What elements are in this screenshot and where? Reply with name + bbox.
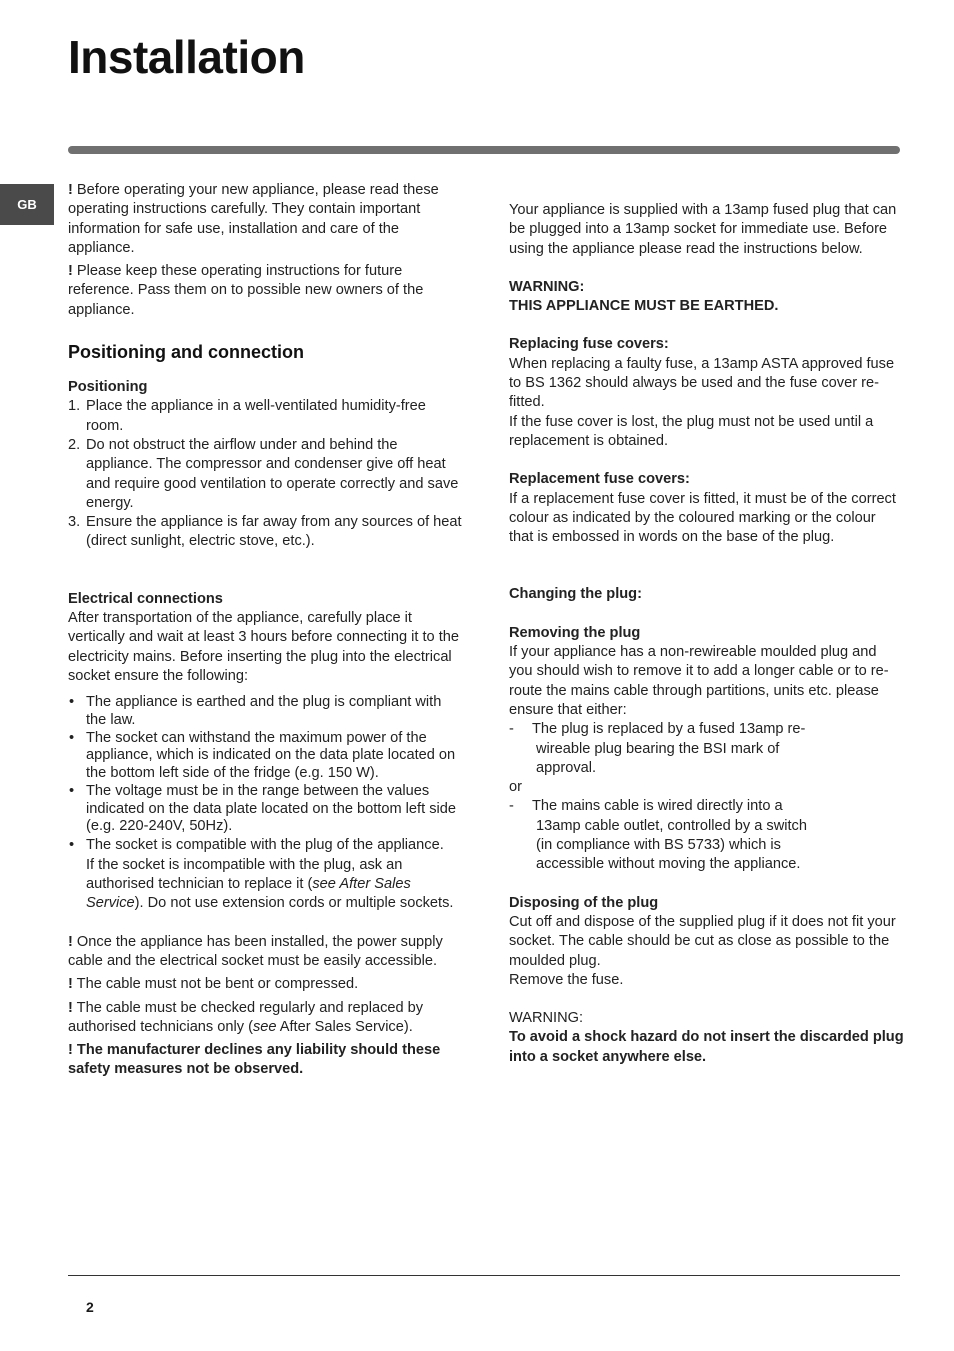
warning-mark: ! [68,976,73,993]
replacement-fuse-text: If a replacement fuse cover is fitted, it must be of the correct colour as indicated by the coloured marking or the colour that is embossed in words on the base of the plug. [509,490,896,546]
install-note-3: ! The cable must be checked regularly and replaced by authorised technicians only (see After Sales Service). [68,999,424,1035]
list-item: • The voltage must be in the range between the values indicated on the data plate located on the bottom left side (e.g. 220-240V, 50Hz). [69,783,456,835]
warning-mark: ! [68,263,73,280]
install-note-1: ! Once the appliance has been installed, the power supply cable and the electrical socket must be easily accessible. [68,933,443,969]
list-item: - The mains cable is wired directly into a 13amp cable outlet, controlled by a switch (in compliance with BS 5733) which is accessible without moving the appliance. [509,798,807,873]
right-column [509,201,904,1067]
left-column [68,181,464,1080]
intro-note-1: ! Before operating your new appliance, please read these operating instructions carefully. They contain important information for safe use, installation and care of the appliance. [68,182,439,256]
electrical-checklist [68,694,464,913]
electrical-heading: Electrical connections [68,590,223,607]
or-text: or [509,779,522,796]
removing-plug-text: If your appliance has a non-rewireable moulded plug and you should wish to remove it to add a longer cable or to re-route the mains cable through partitions, units etc. please ensure that either: [509,644,889,718]
list-item: - The plug is replaced by a fused 13amp re- wireable plug bearing the BSI mark of approval. [509,721,806,776]
language-tab: GB [0,184,54,225]
list-item: 2. Do not obstruct the airflow under and behind the appliance. The compressor and condenser give off heat and require good ventilation to operate correctly and save energy. [68,436,459,511]
install-note-2: ! The cable must not be bent or compressed. [68,976,359,993]
warning-mark: ! [68,933,73,950]
footer-divider [68,1275,900,1276]
warning-mark: ! [68,999,73,1016]
section-title: Positioning and connection [68,342,304,363]
page-number: 2 [86,1299,94,1315]
plug-intro: Your appliance is supplied with a 13amp fused plug that can be plugged into a 13amp socket for immediate use. Before using the appliance please read the instructions below. [509,202,897,257]
liability-note: ! The manufacturer declines any liability should these safety measures not be observed. [68,1042,441,1078]
replacing-fuse-text-2: If the fuse cover is lost, the plug must not be used until a replacement is obtained. [509,413,874,449]
page-title: Installation [68,31,305,83]
list-item: • The socket can withstand the maximum power of the appliance, which is indicated on the data plate located on the bottom left side of the fridge (e.g. 150 W). [69,730,456,781]
positioning-list [68,397,464,551]
warning-label-2: WARNING: [509,1010,584,1027]
changing-plug-heading: Changing the plug: [509,586,642,603]
positioning-heading: Positioning [68,379,148,396]
warning-label: WARNING: [509,278,585,295]
list-item: 3. Ensure the appliance is far away from any sources of heat (direct sunlight, electric stove, etc.). [68,514,462,550]
replacing-fuse-heading: Replacing fuse covers: [509,336,669,353]
disposing-plug-heading: Disposing of the plug [509,894,659,911]
intro-note-2: ! Please keep these operating instructions for future reference. Pass them on to possible new owners of the appliance. [68,263,424,318]
header-divider [68,146,900,154]
earthed-warning: THIS APPLIANCE MUST BE EARTHED. [509,298,779,315]
remove-fuse-text: Remove the fuse. [509,971,624,988]
replacement-fuse-heading: Replacement fuse covers: [509,471,690,488]
list-item: • The appliance is earthed and the plug is compliant with the law. [69,694,442,728]
list-item: 1. Place the appliance in a well-ventilated humidity-free room. [68,398,426,434]
warning-mark: ! [68,182,73,198]
disposing-plug-text: Cut off and dispose of the supplied plug if it does not fit your socket. The cable should be cut as close as possible to the moulded plug. [509,913,896,969]
plug-options-list-2 [509,797,809,874]
shock-hazard-warning: To avoid a shock hazard do not insert the discarded plug into a socket anywhere else. [509,1029,904,1065]
replacing-fuse-text: When replacing a faulty fuse, a 13amp ASTA approved fuse to BS 1362 should always be used and the fuse cover re-fitted. [509,355,895,411]
plug-options-list [509,720,809,778]
electrical-intro: After transportation of the appliance, carefully place it vertically and wait at least 3 hours before connecting it to the electricity mains. Before inserting the plug into the electrical socket ensure the following: [68,610,460,684]
removing-plug-heading: Removing the plug [509,624,641,641]
warning-mark: ! [68,1042,73,1059]
list-item: • The socket is compatible with the plug of the appliance. If the socket is incompatible with the plug, ask an authorised technician to replace it (see After Sales Service). Do not use extension cords or multiple sockets. [69,837,454,912]
